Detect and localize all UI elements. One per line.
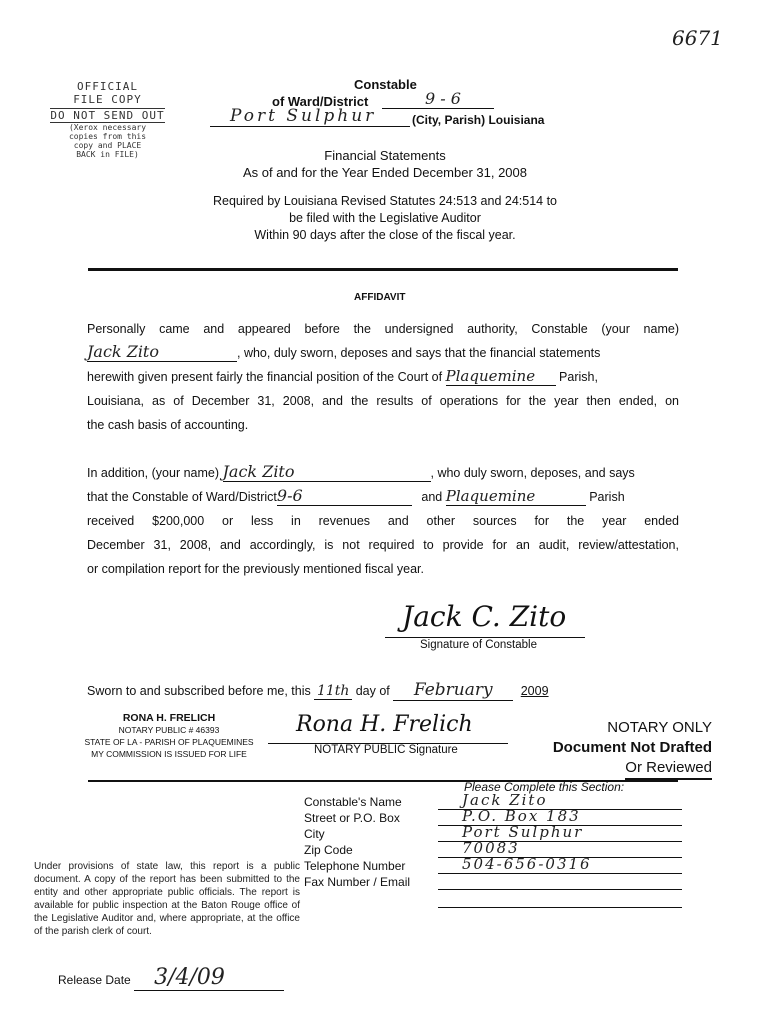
- header-divider: [88, 268, 678, 271]
- parish-value-2: Plaquemine: [446, 487, 586, 506]
- signature-line: [385, 637, 585, 638]
- stamp-line: FILE COPY: [73, 93, 142, 106]
- p1-line: Louisiana, as of December 31, 2008, and the results of operations for the year then ended, on: [87, 394, 679, 408]
- p1-text: Parish,: [559, 370, 598, 384]
- sworn-day: 11th: [314, 683, 352, 700]
- constable-signature: Jack C. Zito: [402, 600, 567, 633]
- p1-line: the cash basis of accounting.: [87, 418, 249, 432]
- release-date: [58, 965, 284, 991]
- p1-line: Personally came and appeared before the undersigned authority, Constable (your name): [87, 322, 679, 336]
- p1-line: [87, 365, 679, 389]
- signature-label: Signature of Constable: [420, 639, 537, 651]
- city-value: Port Sulphur: [230, 106, 377, 126]
- p1-line: [87, 341, 679, 365]
- city-label: (City, Parish) Louisiana: [412, 113, 545, 127]
- financial-statements-title: Financial Statements: [324, 148, 446, 163]
- sworn-text: day of: [355, 684, 390, 698]
- notary-only-line: Or Reviewed: [625, 758, 712, 780]
- affidavit-paragraph-2: [87, 461, 679, 581]
- sworn-statement: [87, 680, 687, 701]
- p1-text: , who, duly sworn, deposes and says that the financial statements: [237, 346, 601, 360]
- stamp-line: OFFICIAL: [77, 80, 138, 93]
- affidavit-title: AFFIDAVIT: [354, 292, 406, 303]
- ward-value: 9 - 6: [425, 89, 461, 108]
- contact-value: 504-656-0316: [438, 855, 682, 874]
- contact-label: Telephone Number: [304, 859, 406, 873]
- ward-value-2: 9-6: [277, 487, 412, 506]
- p2-line: [87, 461, 679, 485]
- contact-section-title: Please Complete this Section:: [464, 780, 625, 794]
- contact-label: Street or P.O. Box: [304, 811, 400, 825]
- header-title: Constable: [354, 77, 417, 92]
- stamp-line: DO NOT SEND OUT: [50, 109, 165, 122]
- notary-only-line: Document Not Drafted: [552, 739, 712, 756]
- p2-text: In addition, (your name): [87, 466, 220, 480]
- notary-only-line: NOTARY ONLY: [607, 719, 712, 736]
- constable-name-value: Jack Zito: [87, 343, 237, 362]
- contact-value: [438, 871, 682, 890]
- p2-text: , who duly sworn, deposes, and says: [430, 466, 635, 480]
- ward-line: [382, 108, 494, 109]
- notary-name: RONA H. FRELICH: [122, 712, 216, 724]
- contact-value: 70083: [438, 839, 682, 858]
- contact-label: Fax Number / Email: [304, 875, 411, 889]
- contact-label: Zip Code: [304, 843, 353, 857]
- stamp-line: copy and PLACE: [73, 141, 142, 150]
- notary-only-notice: [532, 718, 712, 780]
- public-notice: Under provisions of state law, this report is a public document. A copy of the report has been submitted to the entity and other appropriate public officials. The report is available for public inspection at the Baton Rouge office of the Legislative Auditor and, where appropriate, at the office of the parish clerk of court.: [34, 861, 300, 937]
- p2-text: Parish: [589, 490, 625, 504]
- release-date-value: 3/4/09: [134, 965, 284, 991]
- contact-value: Jack Zito: [438, 791, 682, 810]
- p2-text: that the Constable of Ward/District: [87, 490, 277, 504]
- stamp-line: (Xerox necessary: [68, 123, 147, 132]
- requirement-line-1: Required by Louisiana Revised Statutes 24:513 and 24:514 to: [213, 194, 557, 208]
- financial-statements-period: As of and for the Year Ended December 31, 2008: [242, 165, 528, 180]
- notary-number: NOTARY PUBLIC # 46393: [118, 725, 220, 735]
- requirement-line-3: Within 90 days after the close of the fiscal year.: [254, 228, 516, 242]
- contact-label: City: [304, 827, 325, 841]
- p2-text: and: [421, 490, 443, 504]
- requirement-line-2: be filed with the Legislative Auditor: [289, 211, 481, 225]
- contact-row: [304, 875, 684, 891]
- notary-signature-label: NOTARY PUBLIC Signature: [314, 744, 458, 756]
- contact-section: [304, 791, 684, 908]
- release-date-label: Release Date: [58, 973, 131, 987]
- contact-label: Constable's Name: [304, 795, 402, 809]
- notary-stamp: [54, 712, 284, 760]
- p2-line: or compilation report for the previously mentioned fiscal year.: [87, 562, 424, 576]
- sworn-month: February: [393, 680, 513, 701]
- contact-value: P.O. Box 183: [438, 807, 682, 826]
- parish-value: Plaquemine: [446, 367, 556, 386]
- constable-name-value-2: Jack Zito: [223, 463, 431, 482]
- notary-commission: MY COMMISSION IS ISSUED FOR LIFE: [91, 749, 247, 759]
- p2-line: [87, 485, 679, 509]
- contact-value: Port Sulphur: [438, 823, 682, 842]
- notary-signature: Rona H. Frelich: [296, 712, 473, 737]
- p2-line: received $200,000 or less in revenues and other sources for the year ended: [87, 514, 679, 528]
- stamp-line: BACK in FILE): [76, 150, 139, 159]
- p2-line: December 31, 2008, and accordingly, is not required to provide for an audit, review/attestation,: [87, 538, 679, 552]
- stamp-line: copies from this: [68, 132, 147, 141]
- document-number: 6671: [672, 26, 723, 50]
- affidavit-paragraph-1: [87, 317, 679, 437]
- city-line: [210, 126, 410, 127]
- sworn-text: Sworn to and subscribed before me, this: [87, 684, 311, 698]
- p1-text: herewith given present fairly the financial position of the Court of: [87, 370, 443, 384]
- contact-extra-line: [438, 891, 682, 908]
- ward-label: of Ward/District: [272, 94, 369, 109]
- notary-state: STATE OF LA - PARISH OF PLAQUEMINES: [84, 737, 254, 747]
- sworn-year: 2009: [520, 684, 549, 698]
